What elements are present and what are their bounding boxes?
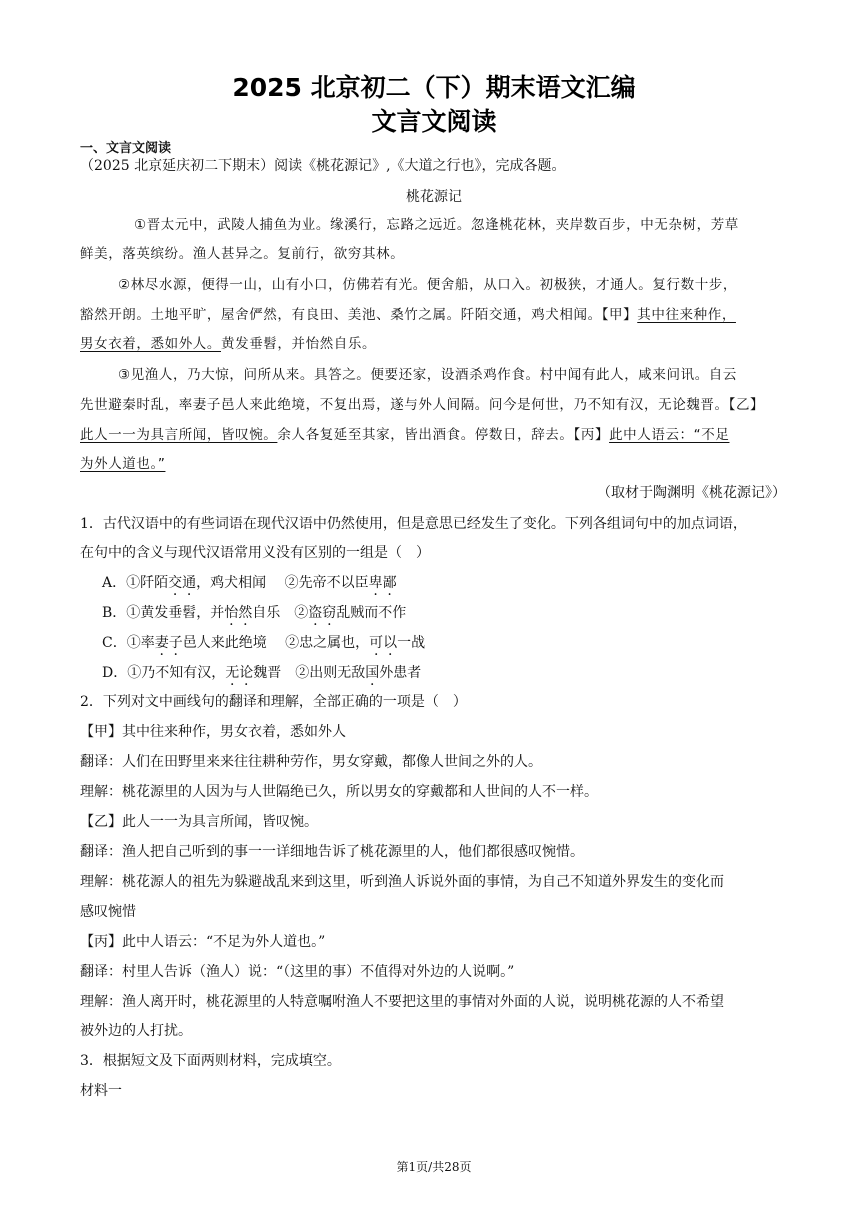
passage-p1-line1: ①晋太元中，武陵人捕鱼为业。缘溪行，忘路之远近。忽逢桃花林，夹岸数百步，中无杂树，芳草 [134,217,739,233]
passage-p1-line2: 鲜美，落英缤纷。渔人甚异之。复前行，欲穷其林。 [80,246,405,262]
q1-stem-line1: 1．古代汉语中的有些词语在现代汉语中仍然使用，但是意思已经发生了变化。下列各组词句中的加点词语， [80,516,747,532]
underlined-sentence-yi: 此人一一为具言所闻，皆叹惋。 [80,427,278,443]
q2-yi-understanding-line1: 理解：桃花源人的祖先为躲避战乱来到这里，听到渔人诉说外面的事情，为自己不知道外界发生的变化而 [80,874,724,890]
passage-p3-line1: ③见渔人，乃大惊，问所从来。具答之。便要还家，设酒杀鸡作食。村中闻有此人，咸来问讯。自云 [118,367,738,383]
dotted-char: 妻 [154,635,169,651]
passage-title: 桃花源记 [406,189,462,205]
option-text: 魏晋 ②出则无敌 [253,665,366,681]
passage-p3-line4 [80,454,165,474]
section-intro: （2025 北京延庆初二下期末）阅读《桃花源记》,《大道之行也》，完成各题。 [80,158,566,174]
option-text: C．①率 [102,635,155,651]
dotted-char: 论 [239,665,254,681]
underlined-sentence-bing-part1: 此中人语云：“不足 [609,427,730,443]
option-text: ，鸡犬相闻 ②先帝不以臣 [196,575,369,591]
q1-option-a [102,573,397,593]
dotted-char: 国 [365,665,380,681]
q2-bing: 【丙】此中人语云：“不足为外人道也。” [80,934,326,950]
underlined-sentence-bing-part2: 为外人道也。” [80,456,166,472]
q1-option-c [102,633,425,653]
passage-p3-line2: 先世避秦时乱，率妻子邑人来此绝境，不复出焉，遂与外人间隔。问今是何世，乃不知有汉，无论魏晋。【乙】 [80,397,765,413]
underlined-sentence-jia-part2: 男女衣着，悉如外人。 [80,336,221,352]
dotted-char: 无 [225,665,240,681]
dotted-char: 通 [182,575,197,591]
dotted-char: 以 [383,635,398,651]
q2-stem: 2．下列对文中画线句的翻译和理解，全部正确的一项是（ ） [80,694,467,710]
dotted-char: 然 [238,605,253,621]
q2-yi-understanding-line2: 感叹惋惜 [80,904,136,920]
option-text: 乱贼而不作 [336,605,407,621]
passage-p2-line3 [80,334,376,354]
q1-stem-line2: 在句中的含义与现代汉语常用义没有区别的一组是（ ） [80,545,430,561]
dotted-char: 可 [369,635,384,651]
passage-source: （取材于陶渊明《桃花源记》） [597,485,786,501]
option-text: 自乐 ② [252,605,309,621]
q2-jia: 【甲】其中往来种作，男女衣着，悉如外人 [80,724,346,740]
q2-bing-understanding-line2: 被外边的人打扰。 [80,1023,192,1039]
passage-p2-text: 豁然开朗。土地平旷，屋舍俨然，有良田、美池、桑竹之属。阡陌交通，鸡犬相闻。【甲】 [80,307,638,323]
option-text: B．①黄发垂髫，并 [102,605,225,621]
q2-jia-understanding: 理解：桃花源里的人因为与人世隔绝已久，所以男女的穿戴都和人世间的人不一样。 [80,784,598,800]
q2-yi-translation: 翻译：渔人把自己听到的事一一详细地告诉了桃花源里的人，他们都很感叹惋惜。 [80,844,584,860]
passage-p2-text-end: 黄发垂髫，并怡然自乐。 [221,336,377,352]
q3-stem: 3．根据短文及下面两则材料，完成填空。 [80,1053,341,1069]
dotted-char: 子 [168,635,183,651]
underlined-sentence-jia-part1: 其中往来种作， [637,307,736,323]
passage-p2-line1: ②林尽水源，便得一山，山有小口，仿佛若有光。便舍船，从口入。初极狭，才通人。复行数十步， [118,277,738,293]
option-text: 一战 [397,635,426,651]
q2-bing-understanding-line1: 理解：渔人离开时，桃花源里的人特意嘱咐渔人不要把这里的事情对外面的人说，说明桃花源的人不希望 [80,994,724,1010]
passage-p2-line2 [80,305,736,325]
q2-bing-translation: 翻译：村里人告诉（渔人）说：“（这里的事）不值得对外边的人说啊。” [80,964,515,980]
option-text: 邑人来此绝境 ②忠之属也， [182,635,370,651]
q2-yi: 【乙】此人一一为具言所闻，皆叹惋。 [80,814,318,830]
dotted-char: 卑 [368,575,383,591]
q1-option-d [102,663,421,683]
dotted-char: 鄙 [382,575,397,591]
dotted-char: 怡 [224,605,239,621]
option-text: A．①阡陌 [102,575,169,591]
document-title: 2025 北京初二（下）期末语文汇编 [232,73,636,102]
option-text: 外患者 [379,665,422,681]
dotted-char: 窃 [322,605,337,621]
option-text: D．①乃不知有汉， [102,665,226,681]
passage-p3-line3 [80,425,729,445]
document-subtitle: 文言文阅读 [371,107,497,136]
page-number: 第1页/共28页 [396,1160,472,1174]
q2-jia-translation: 翻译：人们在田野里来来往往耕种劳作，男女穿戴，都像人世间之外的人。 [80,754,542,770]
q1-option-b [102,603,406,623]
q3-material-1-label: 材料一 [80,1083,122,1099]
dotted-char: 交 [168,575,183,591]
passage-p3-text: 余人各复延至其家，皆出酒食。停数日，辞去。【丙】 [277,427,610,443]
section-heading: 一、文言文阅读 [80,141,172,156]
dotted-char: 盗 [308,605,323,621]
